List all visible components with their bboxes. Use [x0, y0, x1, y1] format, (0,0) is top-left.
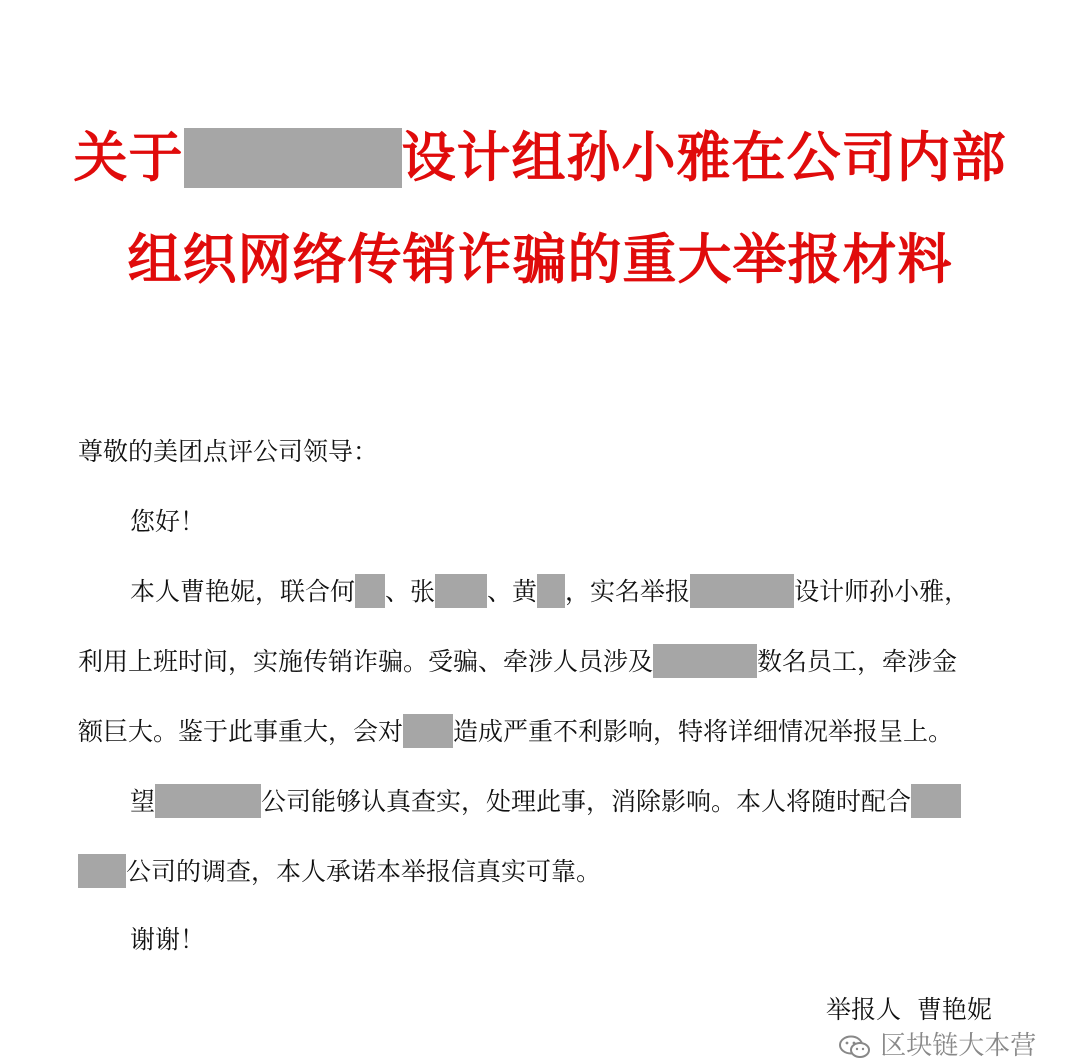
watermark-text: 区块链大本营	[880, 1031, 1037, 1061]
watermark	[838, 1030, 1036, 1062]
redaction-block	[435, 574, 487, 608]
p5-text-a: 公司的调查，本人承诺本举报信真实可靠。	[126, 857, 602, 886]
redaction-block	[537, 574, 565, 608]
p1-text-b: 、张	[385, 577, 436, 606]
p2-text-a: 利用上班时间，实施传销诈骗。受骗、牵涉人员涉及	[78, 647, 654, 676]
redaction-block	[653, 644, 757, 678]
document-title-line-2: 组织网络传销诈骗的重大举报材料	[127, 228, 953, 291]
redaction-block	[911, 784, 961, 818]
title-prefix: 关于	[73, 126, 184, 189]
paragraph-1-end	[78, 717, 953, 748]
p2-text-b: 数名员工，牵涉金	[757, 647, 958, 676]
redaction-block	[690, 574, 794, 608]
p4-text-a: 望	[130, 787, 156, 816]
paragraph-2	[130, 787, 961, 818]
redaction-block	[155, 784, 261, 818]
signature: 举报人 曹艳妮	[826, 995, 992, 1024]
p3-text-a: 额巨大。鉴于此事重大，会对	[78, 717, 404, 746]
paragraph-1-continued	[78, 647, 957, 678]
thanks: 谢谢！	[130, 925, 206, 954]
redaction-block	[403, 714, 453, 748]
greeting: 您好！	[130, 507, 206, 536]
redaction-block	[78, 854, 126, 888]
title-suffix: 设计组孙小雅在公司内部	[401, 126, 1007, 189]
paragraph-1	[130, 577, 969, 608]
wechat-icon	[838, 1034, 872, 1060]
p3-text-b: 造成严重不利影响，特将详细情况举报呈上。	[453, 717, 954, 746]
p1-text-c: 、黄	[487, 577, 538, 606]
redaction-block	[355, 574, 385, 608]
paragraph-2-continued	[78, 857, 601, 888]
p1-text-d: ，实名举报	[565, 577, 691, 606]
p1-text-e: 设计师孙小雅，	[794, 577, 970, 606]
p1-text-a: 本人曹艳妮，联合何	[130, 577, 356, 606]
redaction-block	[184, 128, 402, 188]
salutation: 尊敬的美团点评公司领导：	[78, 437, 379, 466]
document-title-line-1	[0, 128, 1080, 188]
p4-text-b: 公司能够认真查实，处理此事，消除影响。本人将随时配合	[261, 787, 912, 816]
